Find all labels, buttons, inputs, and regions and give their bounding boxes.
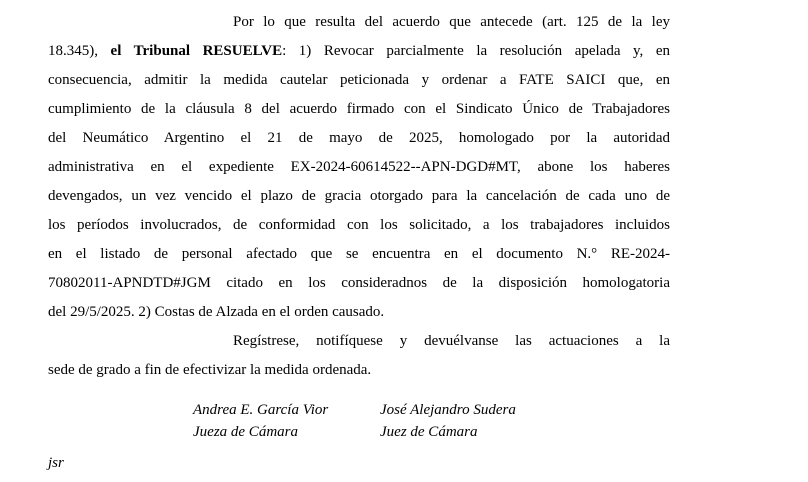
paragraph1-line7: devengados, un vez vencido el plazo de gracia otorgado para la cancelación de cada uno de xyxy=(48,188,670,204)
paragraph1-line5: del Neumático Argentino el 21 de mayo de 2025, homologado por la autoridad xyxy=(48,130,670,146)
paragraph1-line4: cumplimiento de la cláusula 8 del acuerdo firmado con el Sindicato Único de Trabajadores xyxy=(48,101,670,117)
paragraph1-line2 xyxy=(48,37,670,66)
signature-right xyxy=(380,399,567,443)
paragraph1-line6: administrativa en el expediente EX-2024-60614522--APN-DGD#MT, abone los haberes xyxy=(48,159,670,175)
judge-title: Juez de Cámara xyxy=(380,424,478,440)
paragraph2-line2: sede de grado a fin de efectivizar la medida ordenada. xyxy=(48,362,372,378)
paragraph1-line11: del 29/5/2025. 2) Costas de Alzada en el orden causado. xyxy=(48,304,385,320)
paragraph1-line8: los períodos involucrados, de conformidad con los solicitado, a los trabajadores incluidos xyxy=(48,217,670,233)
paragraph1-line2-pre: 18.345), xyxy=(48,43,111,59)
signature-block xyxy=(193,399,808,443)
paragraph1-line1: Por lo que resulta del acuerdo que antecede (art. 125 de la ley xyxy=(233,14,670,30)
paragraph1-line9: en el listado de personal afectado que se encuentra en el documento N.° RE-2024- xyxy=(48,246,670,262)
paragraph1-line10: 70802011-APNDTD#JGM citado en los consideradnos de la disposición homologatoria xyxy=(48,275,670,291)
tribunal-resuelve-bold-text: el Tribunal RESUELVE xyxy=(110,43,283,59)
resolution-body xyxy=(48,8,670,385)
clerk-initials: jsr xyxy=(48,455,64,471)
judge-title: Jueza de Cámara xyxy=(193,424,298,440)
signature-left xyxy=(193,399,380,443)
paragraph1-line2-post: : 1) Revocar parcialmente la resolución apelada y, en xyxy=(282,43,671,59)
judge-name: Andrea E. García Vior xyxy=(193,402,329,418)
paragraph2-line1: Regístrese, notifíquese y devuélvanse las actuaciones a la xyxy=(233,333,670,349)
judge-name: José Alejandro Sudera xyxy=(380,402,516,418)
paragraph1-line3: consecuencia, admitir la medida cautelar peticionada y ordenar a FATE SAICI que, en xyxy=(48,72,670,88)
